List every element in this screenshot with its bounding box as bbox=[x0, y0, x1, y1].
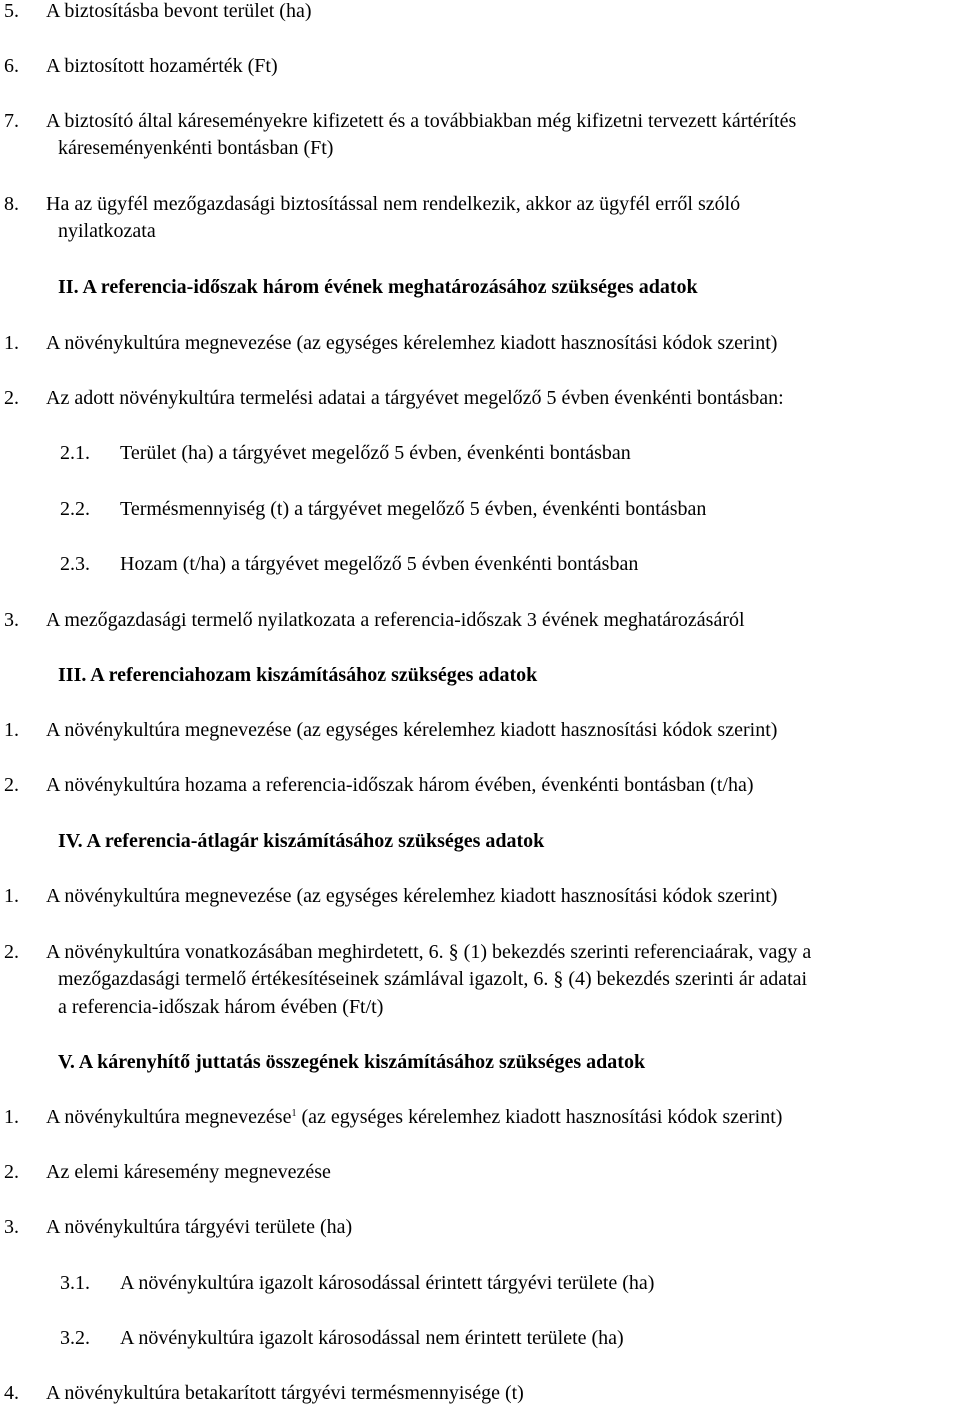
item-text: Az adott növénykultúra termelési adatai a tárgyévet megelőző 5 évben évenkénti bontásban: bbox=[46, 387, 784, 409]
item-number: 8. bbox=[4, 193, 19, 215]
section-heading-text: V. A kárenyhítő juttatás összegének kiszámításához szükséges adatok bbox=[58, 1051, 646, 1073]
sub-item-number: 2.3. bbox=[60, 553, 90, 575]
item-text: A mezőgazdasági termelő nyilatkozata a referencia-időszak 3 évének meghatározásáról bbox=[46, 609, 745, 631]
item-text-main: A növénykultúra megnevezése bbox=[46, 1106, 292, 1128]
item-number: 2. bbox=[4, 941, 19, 963]
item-number: 1. bbox=[4, 885, 19, 907]
item-number: 2. bbox=[4, 387, 19, 409]
section-heading-text: IV. A referencia-átlagár kiszámításához szükséges adatok bbox=[58, 830, 545, 852]
item-number: 3. bbox=[4, 609, 19, 631]
item-number: 5. bbox=[4, 0, 19, 22]
item-number: 3. bbox=[4, 1216, 19, 1238]
item-number: 2. bbox=[4, 1161, 19, 1183]
item-text bbox=[46, 1105, 782, 1129]
item-number: 1. bbox=[4, 719, 19, 741]
item-text: A növénykultúra hozama a referencia-időszak három évében, évenkénti bontásban (t/ha) bbox=[46, 774, 754, 796]
item-number: 6. bbox=[4, 55, 19, 77]
item-number: 1. bbox=[4, 1106, 19, 1128]
item-number: 2. bbox=[4, 774, 19, 796]
item-text: Az elemi káresemény megnevezése bbox=[46, 1161, 331, 1183]
sub-item-text: A növénykultúra igazolt károsodással nem érintett területe (ha) bbox=[120, 1327, 624, 1349]
item-text: A biztosításba bevont terület (ha) bbox=[46, 0, 312, 22]
item-text: A növénykultúra megnevezése (az egységes kérelemhez kiadott hasznosítási kódok szerint) bbox=[46, 885, 778, 907]
item-text: A növénykultúra vonatkozásában meghirdetett, 6. § (1) bekezdés szerinti referenciaárak, vagy a bbox=[46, 941, 812, 963]
item-text: A biztosított hozamérték (Ft) bbox=[46, 55, 278, 77]
item-number: 7. bbox=[4, 110, 19, 132]
item-text: A növénykultúra betakarított tárgyévi termésmennyisége (t) bbox=[46, 1382, 524, 1404]
sub-item-text: Terület (ha) a tárgyévet megelőző 5 évben, évenkénti bontásban bbox=[120, 442, 631, 464]
item-text: A növénykultúra megnevezése (az egységes kérelemhez kiadott hasznosítási kódok szerint) bbox=[46, 332, 778, 354]
item-text-rest: (az egységes kérelemhez kiadott hasznosítási kódok szerint) bbox=[296, 1106, 783, 1128]
item-text: A biztosító által káreseményekre kifizetett és a továbbiakban még kifizetni tervezett kártérítés bbox=[46, 110, 797, 132]
footnote-marker[interactable]: 1 bbox=[291, 1108, 297, 1119]
item-text: A növénykultúra megnevezése (az egységes kérelemhez kiadott hasznosítási kódok szerint) bbox=[46, 719, 778, 741]
item-text: mezőgazdasági termelő értékesítéseinek számlával igazolt, 6. § (4) bekezdés szerinti ár adatai bbox=[58, 968, 808, 990]
item-text: nyilatkozata bbox=[58, 220, 156, 242]
item-number: 4. bbox=[4, 1382, 19, 1404]
item-text: káreseményenkénti bontásban (Ft) bbox=[58, 137, 334, 159]
item-number: 1. bbox=[4, 332, 19, 354]
sub-item-text: A növénykultúra igazolt károsodással érintett tárgyévi területe (ha) bbox=[120, 1272, 655, 1294]
item-text: A növénykultúra tárgyévi területe (ha) bbox=[46, 1216, 353, 1238]
section-heading-text: III. A referenciahozam kiszámításához szükséges adatok bbox=[58, 664, 538, 686]
sub-item-number: 3.1. bbox=[60, 1272, 90, 1294]
sub-item-number: 3.2. bbox=[60, 1327, 90, 1349]
sub-item-text: Hozam (t/ha) a tárgyévet megelőző 5 évben évenkénti bontásban bbox=[120, 553, 639, 575]
section-heading-text: II. A referencia-időszak három évének meghatározásához szükséges adatok bbox=[58, 276, 698, 298]
sub-item-text: Termésmennyiség (t) a tárgyévet megelőző 5 évben, évenkénti bontásban bbox=[120, 498, 707, 520]
sub-item-number: 2.2. bbox=[60, 498, 90, 520]
item-text: a referencia-időszak három évében (Ft/t) bbox=[58, 996, 384, 1018]
item-text: Ha az ügyfél mezőgazdasági biztosítással nem rendelkezik, akkor az ügyfél erről szóló bbox=[46, 193, 741, 215]
sub-item-number: 2.1. bbox=[60, 442, 90, 464]
